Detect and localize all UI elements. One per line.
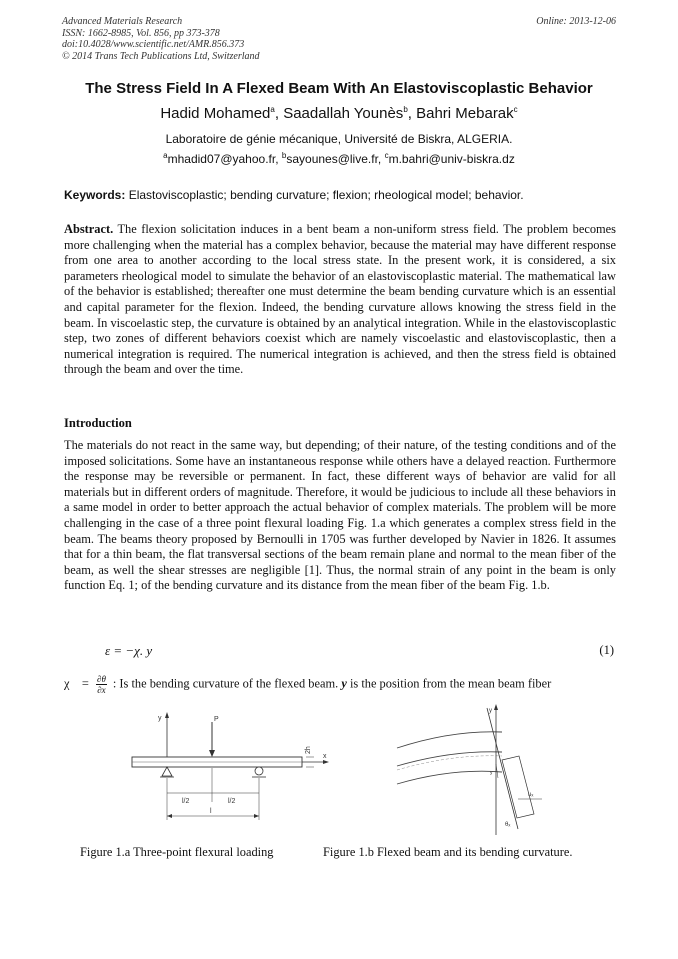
email-1[interactable]: mhadid07@yahoo.fr,	[167, 152, 279, 166]
email-1-sup: a	[163, 151, 168, 160]
fig-b-section-tilted	[487, 708, 518, 829]
journal-header	[62, 16, 260, 62]
fraction-numerator: ∂θ	[97, 674, 106, 684]
figure-flexed-beam	[392, 704, 572, 839]
affiliation: Laboratoire de génie mécanique, Université de Biskra, ALGERIA.	[165, 132, 513, 146]
figure-1a-caption: Figure 1.a Three-point flexural loading	[80, 845, 274, 859]
fig-b-normal-rect	[502, 756, 534, 818]
fig-b-label-ux: uₓ	[528, 792, 534, 798]
curvature-text-b: is the position from the mean beam fiber	[349, 676, 552, 691]
email-2[interactable]: sayounes@live.fr,	[286, 152, 382, 166]
fig-a-label-half1: l/2	[182, 798, 190, 805]
fig-b-label-theta: θₓ	[505, 822, 511, 828]
abstract	[64, 222, 616, 378]
fig-a-load-arrow	[209, 750, 215, 757]
journal-name: Advanced Materials Research	[62, 16, 183, 27]
section-heading-introduction: Introduction	[64, 416, 132, 430]
fig-a-label-2h: 2h	[305, 746, 312, 754]
keywords-label: Keywords:	[64, 188, 126, 202]
curvature-text-a: : Is the bending curvature of the flexed beam.	[112, 676, 339, 691]
email-3[interactable]: m.bahri@univ-biskra.dz	[388, 152, 515, 166]
fig-b-label-y: y	[489, 708, 492, 714]
fig-b-y-arrow	[494, 704, 498, 710]
partial-fraction	[96, 674, 107, 695]
fig-a-label-l: l	[210, 808, 212, 815]
chi-symbol: χ	[64, 676, 70, 691]
author-1: Hadid Mohamed	[160, 105, 271, 122]
author-1-sup: a	[270, 105, 275, 114]
y-symbol: y	[341, 676, 347, 691]
fig-b-beam-bottom	[397, 771, 502, 784]
figure-three-point-flexion	[120, 702, 345, 838]
fig-a-dim-l-arrow-right	[254, 814, 259, 818]
fig-b-beam-top	[397, 732, 502, 748]
author-3-sup: c	[513, 105, 518, 114]
fraction-denominator: ∂x	[97, 685, 106, 695]
author-2-sup: b	[403, 105, 408, 114]
fig-b-label-y-small: y	[490, 770, 493, 776]
fig-a-label-p: P	[214, 716, 219, 723]
email-list	[0, 152, 678, 166]
keywords-text: Elastoviscoplastic; bending curvature; flexion; rheological model; behavior.	[128, 188, 524, 202]
curvature-definition	[64, 674, 551, 695]
paper-title: The Stress Field In A Flexed Beam With An Elastoviscoplastic Behavior	[85, 80, 593, 97]
email-2-sup: b	[281, 151, 287, 160]
equation-1: ε = −χ. y	[105, 643, 153, 658]
author-list: Hadid Mohamed$^a$, Saadallah Younès$^b$, Bahri Mebarak$^c$	[160, 105, 518, 122]
email-3-sup: c	[384, 151, 389, 160]
equation-1-number: (1)	[599, 643, 614, 657]
fig-a-x-arrow	[323, 760, 329, 764]
author-2: Saadallah Younès	[283, 105, 404, 122]
fig-a-y-arrow	[165, 712, 169, 718]
fig-b-beam-mid	[397, 752, 502, 766]
figure-1b-caption: Figure 1.b Flexed beam and its bending curvature.	[323, 845, 573, 859]
fig-a-label-y: y	[158, 715, 162, 722]
fig-a-right-roller	[255, 767, 263, 775]
introduction-text: The materials do not react in the same way, but depending; of their nature, of the testing conditions and of the imposed solicitations. Some have an instantaneous response while others have a delayed reaction. Furthermore the response may be reversible or permanent. In fact, these different ways of behavior are valid for all materials but in different orders of magnitude. Therefore, it would be judicious to include all these behaviors in a same model in order to better approach the actual behavior of complex materials. The problem will be more challenging in the case of a three point flexural loading Fig. 1.a which generates a complex stress field in the beam. The beams theory proposed by Bernoulli in 1705 was further developed by Navier in 1826. It assumes that for a thin beam, the flat transversal sections of the beam remain plane and normal to the mean fiber of the beam, as well the shear stresses are negligible [1]. Thus, the normal strain of any point in the beam is only function Eq. 1; of the bending curvature and its distance from the mean fiber of the beam Fig. 1.b.	[64, 438, 616, 593]
fig-a-label-x: x	[323, 753, 327, 760]
issn-line: ISSN: 1662-8985, Vol. 856, pp 373-378	[62, 27, 220, 39]
copyright-line: © 2014 Trans Tech Publications Ltd, Switzerland	[62, 50, 260, 62]
fig-a-label-half2: l/2	[228, 798, 236, 805]
fig-a-left-support	[162, 767, 172, 776]
keywords	[64, 188, 616, 202]
author-3: Bahri Mebarak	[416, 105, 514, 122]
fig-a-dim-l-arrow-left	[167, 814, 172, 818]
fig-b-mean-fiber	[397, 756, 502, 770]
doi-line: doi:10.4028/www.scientific.net/AMR.856.373	[62, 39, 245, 50]
online-date: Online: 2013-12-06	[536, 16, 616, 27]
abstract-text: The flexion solicitation induces in a bent beam a non-uniform stress field. The problem becomes more challenging when the material has a complex behavior, because the material may have different response from one area to another according to the local stress state. In the present work, it is considered, a six parameters rheological model to simulate the behavior of an elastoviscoplastic material. The mathematical law of the behavior is established; thereafter one must determine the beam bending curvature which is an essential and capital parameter for the flexion. Indeed, the bending curvature allows knowing the stress field in the beam. In viscoelastic step, the curvature is obtained by an analytical integration. While in the elastoviscoplastic step, two zones of different behaviors coexist which are namely viscoelastic and elastoviscoplastic, then a numerical integration is required. The numerical integration is achieved, and then the stress field is obtained through the beam and over the time.	[64, 222, 616, 377]
chi-equals: =	[81, 676, 89, 691]
abstract-label: Abstract.	[64, 222, 114, 236]
